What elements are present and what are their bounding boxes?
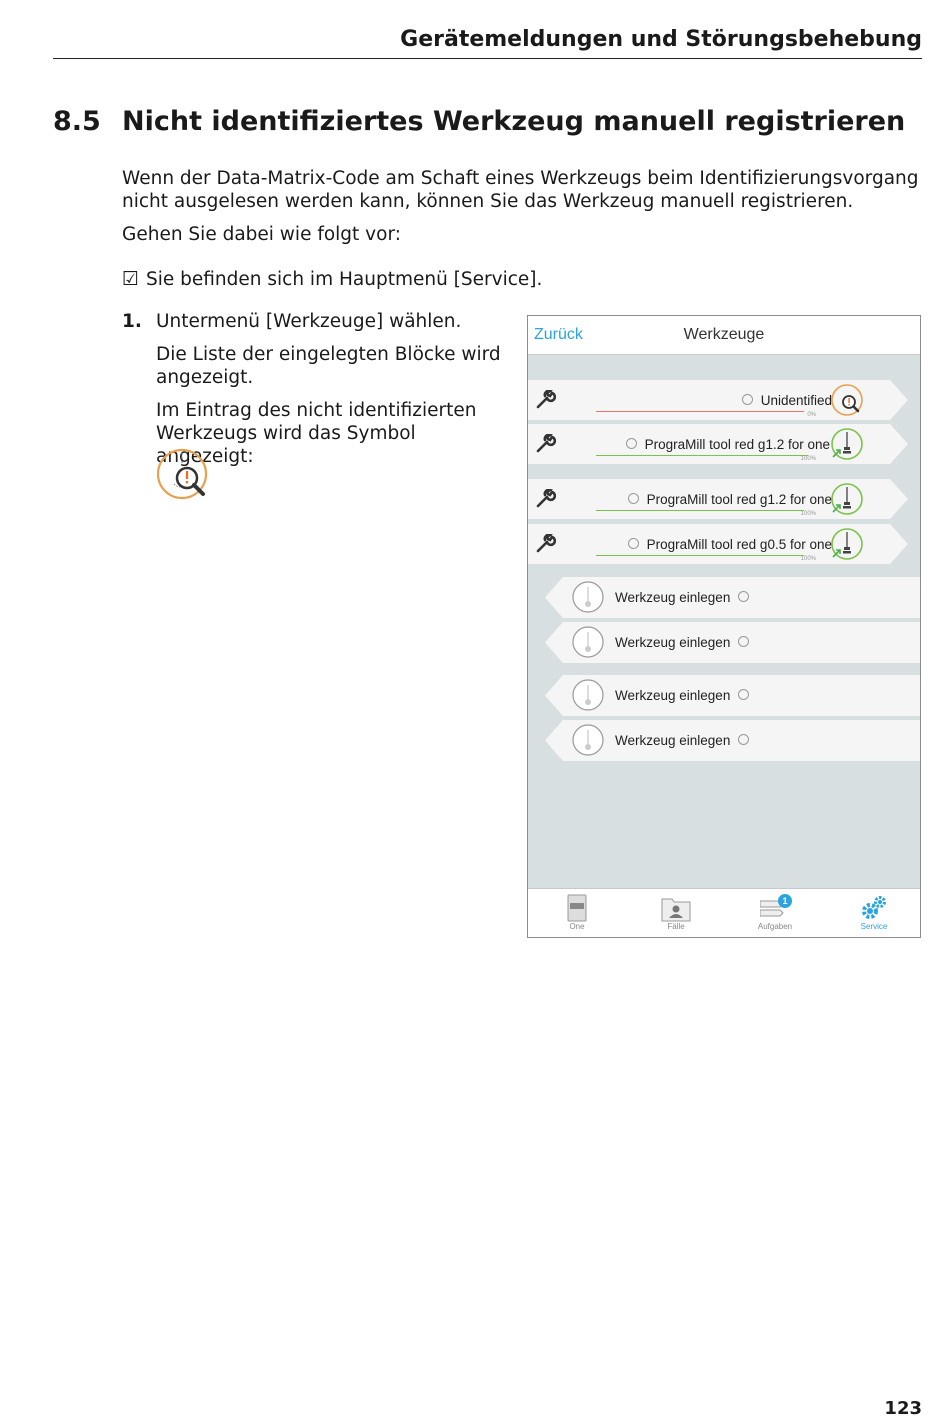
tool-row[interactable] (528, 479, 908, 519)
wrench-icon (536, 534, 556, 554)
tab-one[interactable] (528, 889, 626, 937)
running-header: Gerätemeldungen und Störungsbehebung (400, 27, 922, 52)
slot-marker-icon (738, 734, 749, 745)
progress-bar (596, 455, 808, 456)
step-result: Im Eintrag des nicht identifizierten Werkzeugs wird das Symbol angezeigt: (156, 400, 477, 467)
slot-label (615, 733, 749, 748)
tasks-badge: 1 (782, 896, 788, 906)
slot-label-text: Werkzeug einlegen (615, 635, 731, 650)
tab-label: Fälle (667, 922, 685, 931)
tasks-icon (760, 893, 800, 923)
progress-bar (596, 555, 804, 556)
empty-slot-row[interactable] (545, 622, 921, 663)
precondition-text: Sie befinden sich im Hauptmenü [Service]. (146, 269, 543, 290)
lead-paragraph: Gehen Sie dabei wie folgt vor: (122, 224, 401, 245)
tab-aufgaben[interactable] (726, 889, 824, 937)
tool-row[interactable] (528, 424, 908, 464)
tab-faelle[interactable] (627, 889, 725, 937)
step-text: Untermenü [Werkzeuge] wählen. (156, 311, 462, 332)
progress-percent: 100% (800, 511, 816, 517)
app-top-bar (528, 316, 920, 355)
tool-ok-icon (830, 527, 864, 561)
intro-paragraph: Wenn der Data-Matrix-Code am Schaft eines Werkzeugs beim Identifizierungsvorgang nicht ausgelesen werden kann, können Sie das Werkzeug manuell registrieren. (122, 168, 919, 212)
slot-marker-icon (738, 689, 749, 700)
slot-marker-icon (738, 591, 749, 602)
tool-name-text: PrograMill tool red g1.2 for one (644, 437, 830, 452)
tool-name-text: Unidentified (760, 393, 832, 408)
slot-marker-icon (742, 394, 753, 405)
slot-label (615, 590, 749, 605)
precondition (122, 268, 542, 290)
step-result: Die Liste der eingelegten Blöcke wird angezeigt. (156, 344, 501, 388)
back-button[interactable]: Zurück (534, 326, 583, 343)
wrench-icon (536, 390, 556, 410)
progress-percent: 100% (800, 556, 816, 562)
page-number: 123 (884, 1398, 922, 1419)
tab-label: Service (860, 922, 888, 931)
tool-row[interactable] (528, 524, 908, 564)
empty-slot-row[interactable] (545, 675, 921, 716)
progress-bar (596, 510, 804, 511)
section-number: 8.5 (53, 106, 101, 137)
gears-icon (859, 893, 889, 923)
tool-name (628, 537, 832, 552)
progress-bar (596, 411, 804, 412)
slot-label-text: Werkzeug einlegen (615, 688, 731, 703)
progress-percent: 100% (800, 456, 816, 462)
tool-ok-icon (830, 427, 864, 461)
slot-marker-icon (628, 493, 639, 504)
app-screenshot (527, 315, 921, 938)
slot-label (615, 688, 749, 703)
empty-slot-icon (572, 724, 604, 756)
wrench-icon (536, 434, 556, 454)
empty-slot-row[interactable] (545, 577, 921, 618)
tool-ok-icon (830, 482, 864, 516)
empty-slot-icon (572, 679, 604, 711)
tab-label: Aufgaben (757, 922, 793, 931)
wrench-icon (536, 489, 556, 509)
tab-service[interactable] (825, 889, 921, 937)
unidentified-tool-icon (155, 448, 213, 506)
unidentified-tool-icon (830, 383, 864, 417)
bottom-tab-bar (528, 888, 920, 937)
slot-marker-icon (738, 636, 749, 647)
progress-percent: 0% (807, 412, 816, 418)
empty-slot-row[interactable] (545, 720, 921, 761)
tool-name (628, 492, 832, 507)
tool-name-text: PrograMill tool red g0.5 for one (646, 537, 832, 552)
tool-name (626, 437, 830, 452)
slot-label-text: Werkzeug einlegen (615, 733, 731, 748)
section-title: Nicht identifiziertes Werkzeug manuell registrieren (122, 106, 906, 137)
header-rule (53, 58, 922, 59)
tool-row[interactable] (528, 380, 908, 420)
step-number: 1. (122, 311, 142, 332)
empty-slot-icon (572, 581, 604, 613)
slot-label-text: Werkzeug einlegen (615, 590, 731, 605)
tool-name-text: PrograMill tool red g1.2 for one (646, 492, 832, 507)
empty-slot-icon (572, 626, 604, 658)
folder-user-icon (661, 893, 691, 923)
slot-marker-icon (626, 438, 637, 449)
tool-name (742, 393, 832, 408)
slot-marker-icon (628, 538, 639, 549)
device-icon (562, 893, 592, 923)
checkbox-icon: ☑ (122, 268, 140, 290)
screen-title: Werkzeuge (683, 326, 765, 343)
slot-label (615, 635, 749, 650)
tab-label: One (569, 922, 585, 931)
